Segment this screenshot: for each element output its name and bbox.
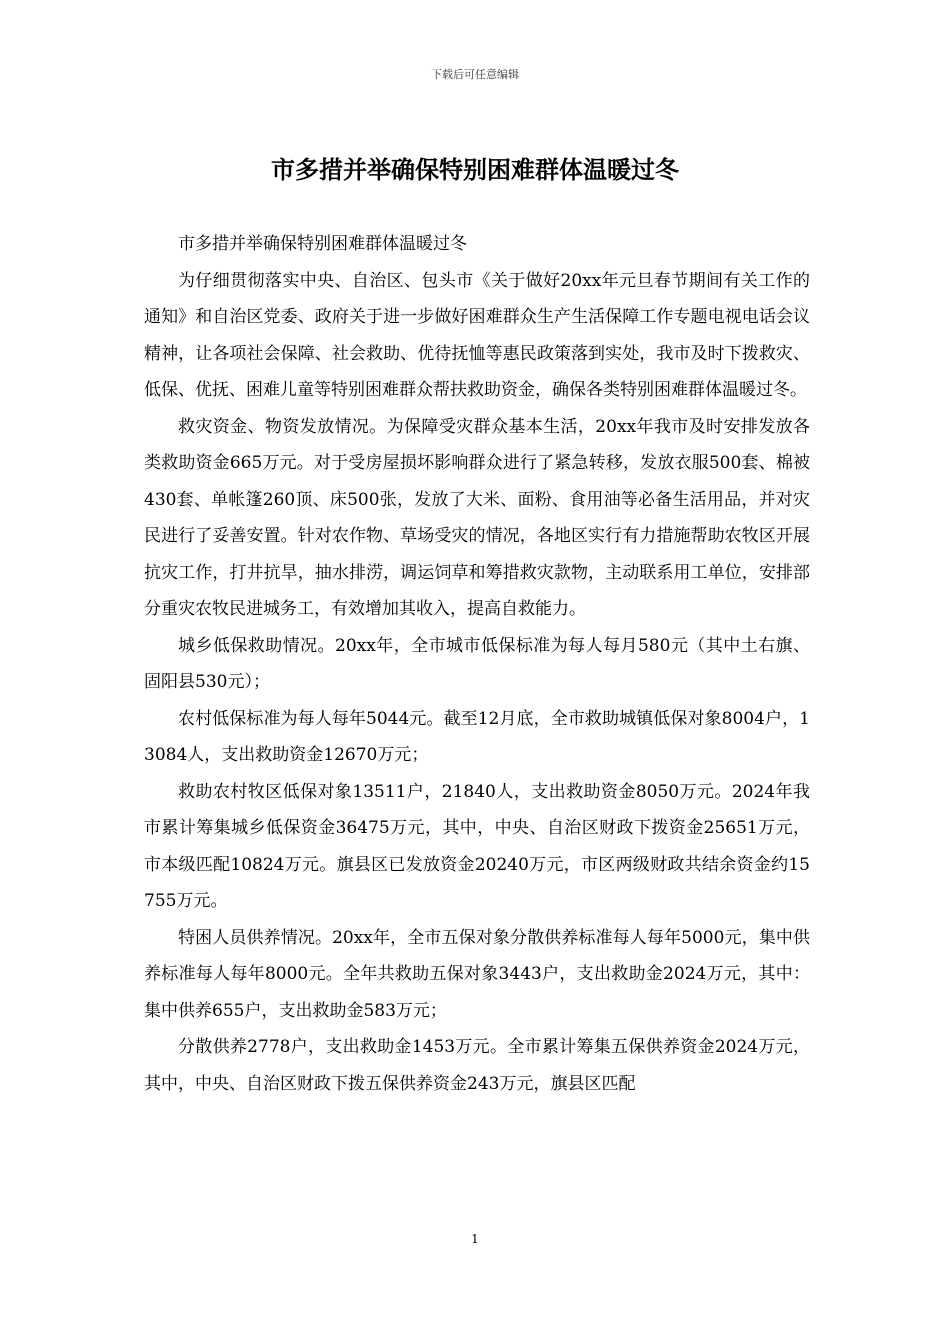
paragraph-dispersed-support: 分散供养2778户，支出救助金1453万元。全市累计筹集五保供养资金2024万元，其中，中央、自治区财政下拨五保供养资金243万元，旗县区匹配 xyxy=(144,1037,810,1094)
paragraph-disaster-relief: 救灾资金、物资发放情况。为保障受灾群众基本生活，20xx年我市及时安排发放各类救助资金665万元。对于受房屋损坏影响群众进行了紧急转移，发放衣服500套、棉被430套、单帐篷260顶、床500张，发放了大米、面粉、食用油等必备生活用品，并对灾民进行了妥善安置。针对农作物、草场受灾的情况，各地区实行有力措施帮助农牧区开展抗灾工作，打井抗旱，抽水排涝，调运饲草和筹措救灾款物，主动联系用工单位，安排部分重灾农牧民进城务工，有效增加其收入，提高自救能力。 xyxy=(144,416,810,619)
paragraph-rural-subsistence-standard: 农村低保标准为每人每年5044元。截至12月底，全市救助城镇低保对象8004户，13084人，支出救助资金12670万元； xyxy=(144,708,810,765)
paragraph-subtitle: 市多措并举确保特别困难群体温暖过冬 xyxy=(178,234,467,254)
paragraph-special-hardship-support: 特困人员供养情况。20xx年，全市五保对象分散供养标准每人每年5000元，集中供养标准每人每年8000元。全年共救助五保对象3443户，支出救助金2024万元，其中：集中供养655户，支出救助金583万元； xyxy=(144,927,810,1021)
page-number: 1 xyxy=(471,1232,479,1246)
document-body xyxy=(144,226,810,1102)
header-note: 下载后可任意编辑 xyxy=(431,68,519,81)
paragraph-intro: 为仔细贯彻落实中央、自治区、包头市《关于做好20xx年元旦春节期间有关工作的通知》和自治区党委、政府关于进一步做好困难群众生产生活保障工作专题电视电话会议精神，让各项社会保障、社会救助、优待抚恤等惠民政策落到实处，我市及时下拨救灾、低保、优抚、困难儿童等特别困难群众帮扶救助资金，确保各类特别困难群体温暖过冬。 xyxy=(144,270,810,400)
paragraph-urban-rural-subsistence: 城乡低保救助情况。20xx年，全市城市低保标准为每人每月580元（其中土右旗、固阳县530元）； xyxy=(144,635,810,692)
paragraph-pastoral-subsistence: 救助农村牧区低保对象13511户，21840人，支出救助资金8050万元。2024年我市累计筹集城乡低保资金36475万元，其中，中央、自治区财政下拨资金25651万元，市本级匹配10824万元。旗县区已发放资金20240万元，市区两级财政共结余资金约15755万元。 xyxy=(144,781,810,911)
document-title: 市多措并举确保特别困难群体温暖过冬 xyxy=(271,156,679,184)
